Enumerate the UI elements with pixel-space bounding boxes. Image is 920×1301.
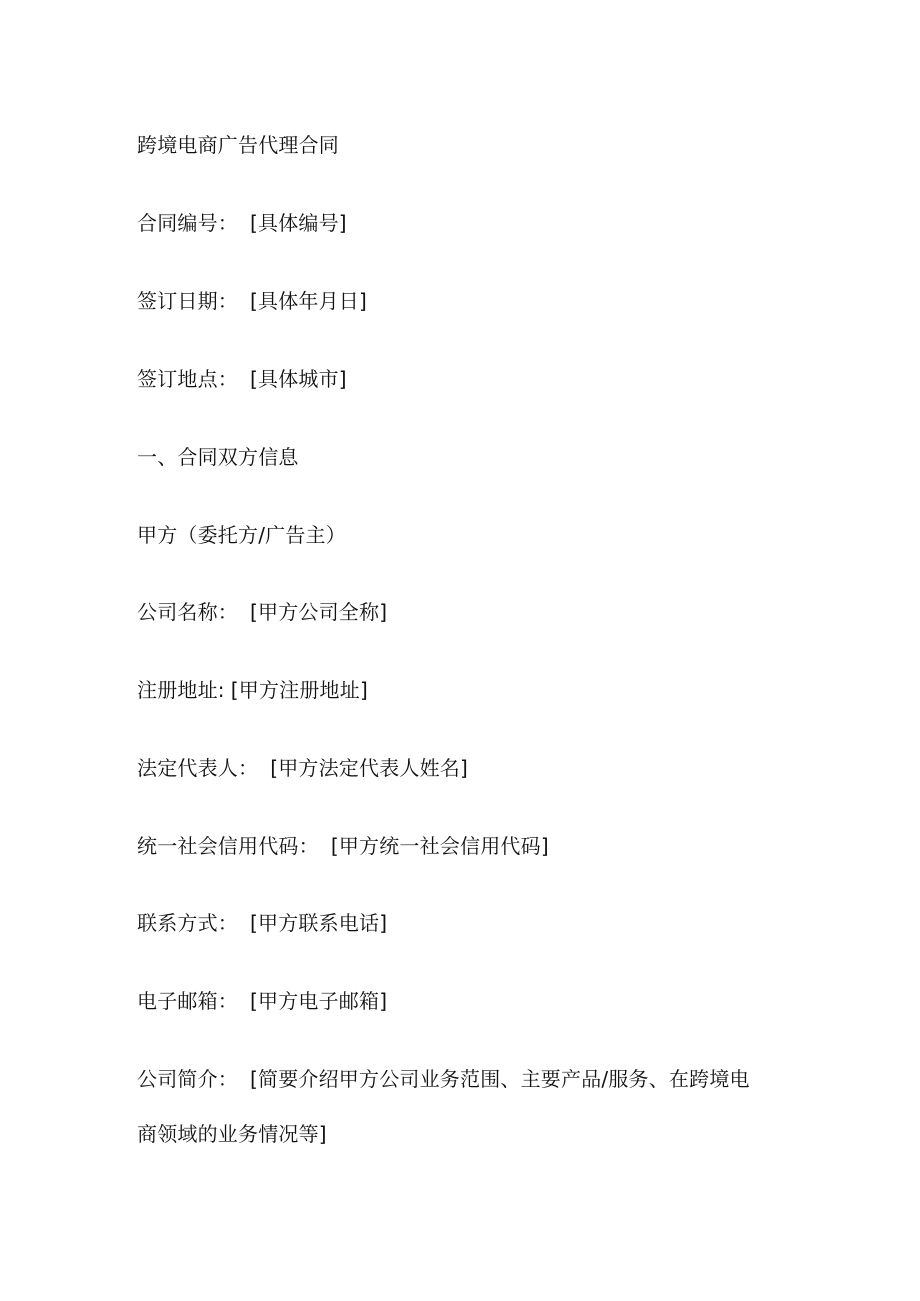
section-heading [137,443,299,471]
company-intro-line-1 [137,1065,750,1093]
company-name-label: 公司名称： [137,600,238,624]
party-a-heading [137,521,346,549]
email-line [137,987,387,1015]
email-label: 电子邮箱： [137,989,238,1013]
legal-representative-value: [甲方法定代表人姓名] [270,756,469,780]
contract-number-line [137,209,347,237]
company-intro-line-2 [137,1120,327,1148]
credit-code-line [137,832,549,860]
contract-number-label: 合同编号： [137,211,238,235]
contact-line [137,909,387,937]
sign-place-line [137,365,347,393]
email-value: [甲方电子邮箱] [250,989,388,1013]
sign-place-label: 签订地点： [137,367,238,391]
registered-address-line [137,676,368,704]
document-title [137,131,339,159]
sign-date-line [137,287,367,315]
section-heading-text: 一、合同双方信息 [137,445,299,469]
credit-code-label: 统一社会信用代码： [137,834,319,858]
company-intro-label: 公司简介： [137,1067,238,1091]
sign-date-label: 签订日期： [137,289,238,313]
registered-address-value: [甲方注册地址] [230,678,368,702]
company-name-line [137,598,387,626]
credit-code-value: [甲方统一社会信用代码] [330,834,549,858]
company-intro-value-2: 商领域的业务情况等] [137,1122,327,1146]
sign-date-value: [具体年月日] [250,289,368,313]
legal-representative-label: 法定代表人： [137,756,259,780]
party-a-heading-text: 甲方（委托方/广告主） [137,523,346,547]
contact-label: 联系方式： [137,911,238,935]
contract-number-value: [具体编号] [250,211,347,235]
sign-place-value: [具体城市] [250,367,347,391]
registered-address-label: 注册地址: [137,678,225,702]
legal-representative-line [137,754,468,782]
title-text: 跨境电商广告代理合同 [137,133,339,157]
contact-value: [甲方联系电话] [250,911,388,935]
company-name-value: [甲方公司全称] [250,600,388,624]
company-intro-value-1: [简要介绍甲方公司业务范围、主要产品/服务、在跨境电 [250,1067,750,1091]
